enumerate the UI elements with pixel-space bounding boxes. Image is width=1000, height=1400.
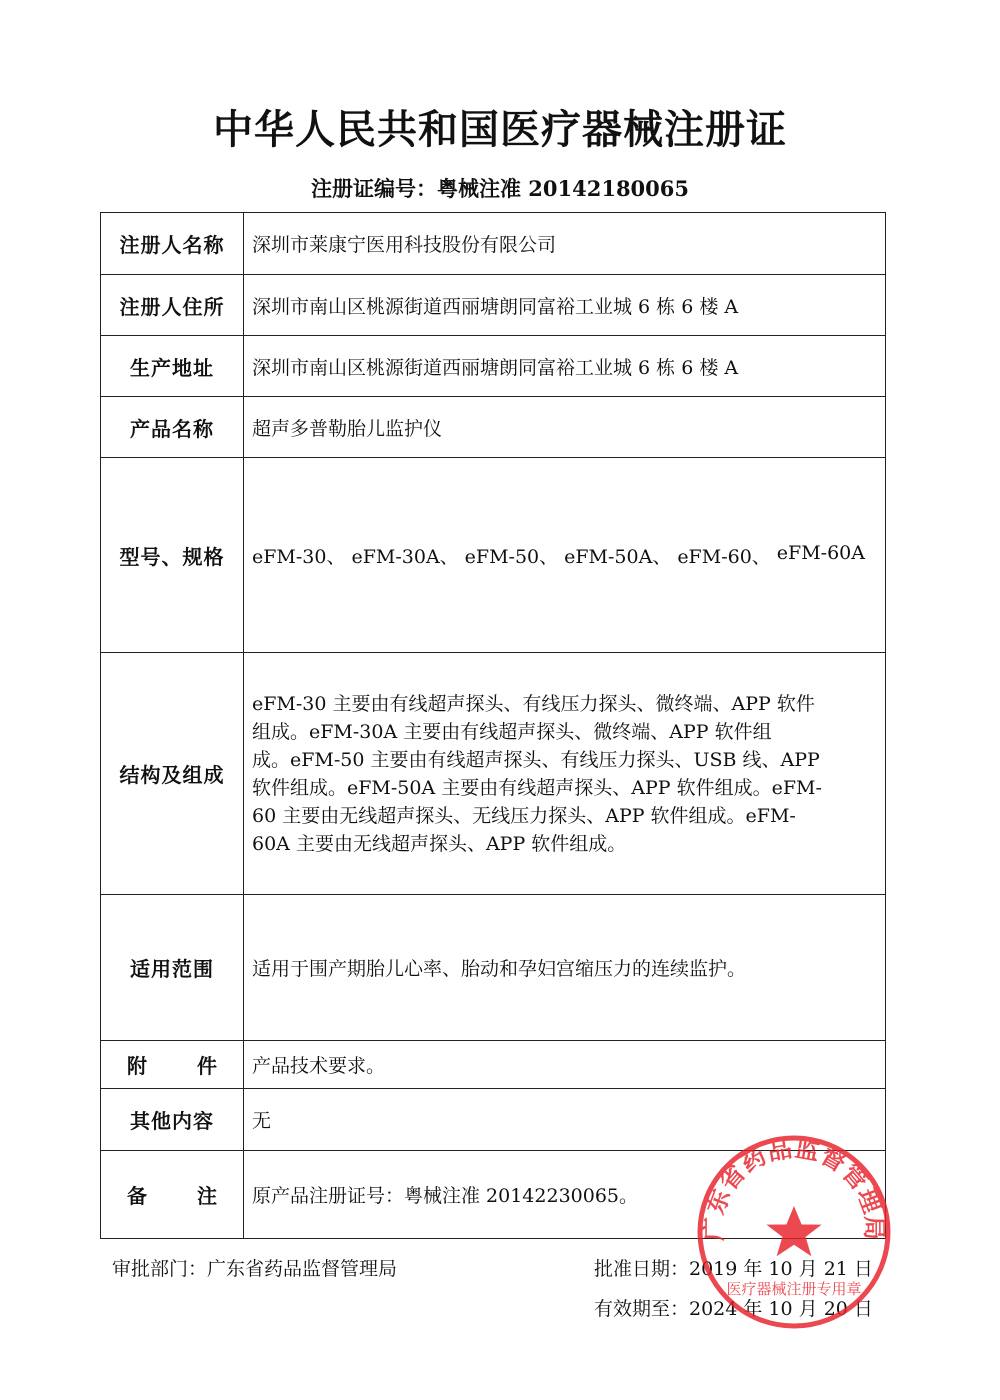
model-item: eFM-60A [776, 541, 865, 564]
table-row-scope [101, 895, 886, 1041]
approval-department: 审批部门：广东省药品监督管理局 [112, 1258, 398, 1280]
model-item: eFM-30、 [252, 545, 346, 568]
label-models: 型号、规格 [101, 458, 244, 653]
label-registrant-address: 注册人住所 [101, 275, 244, 336]
label-structure: 结构及组成 [101, 653, 244, 895]
model-item: eFM-50A、 [564, 545, 672, 568]
structure-line: eFM-30 主要由有线超声探头、有线压力探头、微终端、APP 软件 [252, 692, 815, 715]
document-title: 中华人民共和国医疗器械注册证 [213, 106, 787, 153]
valid-until: 有效期至：2024 年 10 月 20 日 [594, 1298, 873, 1320]
table-row-registrant-name [101, 213, 886, 275]
value-production-address: 深圳市南山区桃源街道西丽塘朗同富裕工业城 6 栋 6 楼 A [244, 336, 886, 397]
label-remarks [101, 1151, 244, 1239]
value-other: 无 [244, 1089, 886, 1151]
table-row-models [101, 458, 886, 653]
seal-arc-text: 广东省药品监督管理局 [699, 1134, 889, 1242]
model-item: eFM-50、 [464, 545, 559, 568]
certificate-number: 注册证编号：粤械注准 20142180065 [310, 176, 690, 201]
value-registrant-address: 深圳市南山区桃源街道西丽塘朗同富裕工业城 6 栋 6 楼 A [244, 275, 886, 336]
value-scope: 适用于围产期胎儿心率、胎动和孕妇宫缩压力的连续监护。 [244, 895, 886, 1041]
value-structure [244, 653, 886, 895]
label-registrant-name: 注册人名称 [101, 213, 244, 275]
table-row-remarks [101, 1151, 886, 1239]
label-char: 注 [197, 1184, 217, 1208]
table-row-registrant-address [101, 275, 886, 336]
certificate-table [100, 212, 889, 1242]
label-production-address: 生产地址 [101, 336, 244, 397]
table-row-structure [101, 653, 886, 895]
structure-line: 组成。eFM-30A 主要由有线超声探头、微终端、APP 软件组 [252, 720, 772, 743]
label-char: 件 [197, 1054, 217, 1078]
value-registrant-name: 深圳市莱康宁医用科技股份有限公司 [244, 213, 886, 275]
label-scope: 适用范围 [101, 895, 244, 1041]
value-remarks: 原产品注册证号：粤械注准 20142230065。 [244, 1151, 886, 1239]
approval-date: 批准日期：2019 年 10 月 21 日 [594, 1258, 873, 1280]
value-product-name: 超声多普勒胎儿监护仪 [244, 397, 886, 458]
value-attachment: 产品技术要求。 [244, 1041, 886, 1089]
label-char: 备 [127, 1184, 147, 1208]
table-row-attachment [101, 1041, 886, 1089]
model-item: eFM-60、 [677, 545, 771, 568]
value-models [244, 458, 886, 653]
model-item: eFM-30A、 [351, 545, 459, 568]
model-list [252, 542, 879, 569]
seal-bottom-text: 医疗器械注册专用章 [726, 1280, 862, 1298]
structure-line: 成。eFM-50 主要由有线超声探头、有线压力探头、USB 线、APP [252, 748, 820, 771]
label-product-name: 产品名称 [101, 397, 244, 458]
label-other: 其他内容 [101, 1089, 244, 1151]
label-attachment [101, 1041, 244, 1089]
table-row-product-name [101, 397, 886, 458]
table-row-production-address [101, 336, 886, 397]
structure-line: 软件组成。eFM-50A 主要由有线超声探头、APP 软件组成。eFM- [252, 776, 822, 799]
label-char: 附 [127, 1054, 147, 1078]
structure-line: 60A 主要由无线超声探头、APP 软件组成。 [252, 832, 627, 855]
structure-line: 60 主要由无线超声探头、无线压力探头、APP 软件组成。eFM- [252, 804, 796, 827]
table-row-other [101, 1089, 886, 1151]
